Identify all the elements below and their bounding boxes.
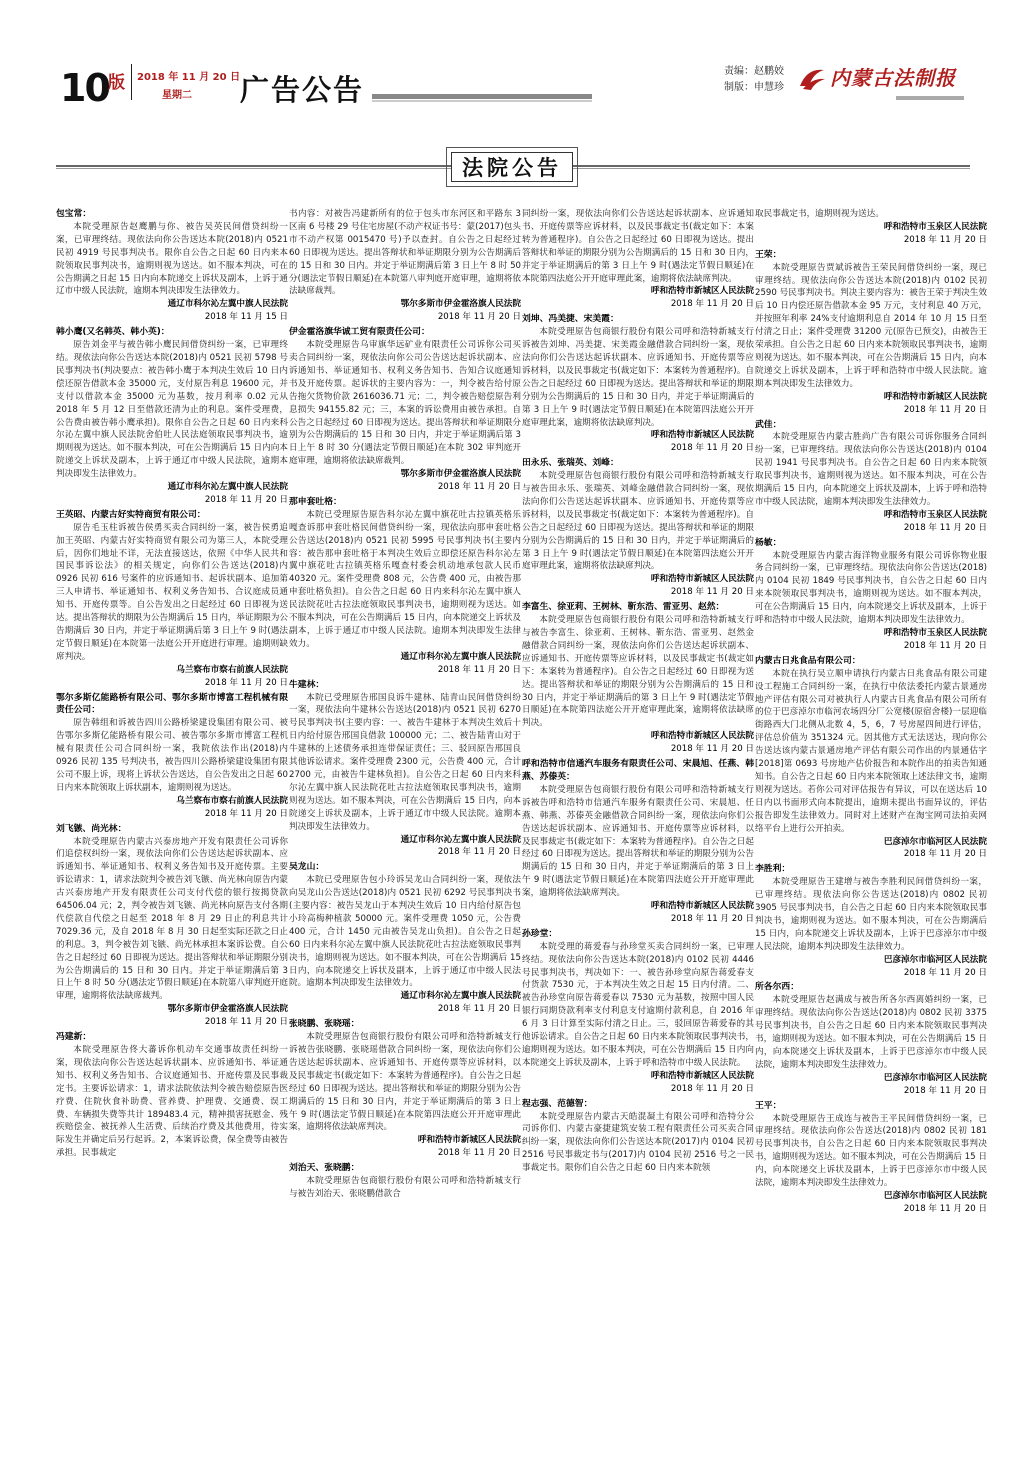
notice-court: 呼和浩特市新城区人民法院 [650, 430, 754, 441]
notice-court: 通辽市科尔沁左翼中旗人民法院 [400, 834, 521, 845]
notice-court: 呼和浩特市新城区人民法院 [650, 901, 754, 912]
section-title: 广告公告 [240, 73, 365, 107]
notice-court: 呼和浩特市新城区人民法院 [883, 391, 987, 402]
notice-addressee: 王英昭、内蒙古好实特商贸有限公司： [56, 509, 206, 520]
page-header [0, 0, 1024, 128]
notice-date: 2018 年 11 月 20 日 [670, 744, 754, 755]
notice-body: 本院受理原告包商银行股份有限公司呼和浩特新城支行诉被告刘坤、冯美捷、宋美霞金融借款合同纠纷一案，现依法向你们公告送达起诉状副本、应诉通知书、开庭传票等应诉材料，以及民事裁定书(裁定如下：本案转为普通程序)。自公告之日起经过 60 日即视为送达。提出答辩状和举证的期限分别为公告期满后的 15 日和 30 日内，并定于举证期满后的第 3 日上午 9 时(遇法定节假日顺延)在本院第四法庭公开开庭审理此案，逾期将依法缺席判决。 [522, 327, 754, 428]
notice-date: 2018 年 11 月 20 日 [903, 234, 987, 245]
producer-credit: 制版：申慧珍 [724, 82, 784, 93]
notice-body: 同纠纷一案，现依法向你们公告送达起诉状副本、应诉通知书、开庭传票等应诉材料，以及民事裁定书(裁定如下：本案转为普通程序)。自公告之日起经过 60 日即视为送达。提出答辩状和举证的期限分别为公告期满后的 15 日和 30 日内，并定于举证期满后的第 3 日上午 9 时(遇法定节假日顺延)在本院第四法庭公开开庭审理此案，逾期将依法缺席判决。 [522, 209, 754, 284]
notice-date: 2018 年 11 月 20 日 [670, 1083, 754, 1094]
notice-addressee: 韩小鹰(又名韩英、韩小英)： [56, 327, 170, 338]
notice-court: 鄂尔多斯市伊金霍洛旗人民法院 [400, 469, 521, 480]
notice-court: 通辽市科尔沁左翼中旗人民法院 [400, 991, 521, 1002]
court-notice-title: 法院公告 [451, 152, 573, 182]
court-notice [56, 208, 288, 324]
notice-date: 2018 年 11 月 20 日 [903, 522, 987, 533]
notice-date: 2018 年 11 月 20 日 [437, 1148, 521, 1159]
notice-addressee: 刘飞镞、尚光林： [56, 823, 127, 834]
notice-body: 本院已受理原告邢国良诉牛建林、陆青山民间借贷纠纷一案，现依法向牛建林公告送达(2018)内 0521 民初 6270 号民事判决书(主要内容：一、被告牛建林于本判决生效后十日内给付原告邢国良借款 100000 元；二、被告陆青山对于牛建林的上述债务承担连带保证责任；三、驳回原告邢国良其他诉讼请求。案件受理费 2300 元，公告费 400 元，合计 2700 元，由被告牛建林负担)。自公告之日起 60 日内来科尔沁左翼中旗人民法院花吐古拉法庭领取民事判决书，逾期则视为送达。如不服本判决，可在公告期满后 15 日内，向本院递交上诉状及副本，上诉于通辽市中级人民法院。逾期本判决即发生法律效力。 [289, 692, 521, 832]
court-notice [56, 692, 288, 821]
notice-body: 本院受理原告包商银行股份有限公司呼和浩特新城支行诉被告张晓鹏、张晓瑶借款合同纠纷一案，现依法向你们公告送达起诉状副本、应诉通知书、开庭传票等应诉材料，以及民事裁定书(裁定如下：本案转为普通程序)。自公告之日起经过 60 日即视为送达。提出答辩状和举证的期限分别为公告期满后的 15 日和 30 日内，并定于举证期满后的第 3 日上午 9 时(遇法定节假日顺延)在本院第四法庭公开开庭审理此案，逾期将依法缺席判决。 [289, 1032, 521, 1133]
notice-date: 2018 年 11 月 20 日 [670, 587, 754, 598]
court-notice [522, 928, 754, 1096]
notice-addressee: 刘治天、张晓鹏： [289, 1163, 360, 1174]
header-divider [131, 64, 132, 100]
notice-addressee: 伊金霍洛旗华诚工贸有限责任公司： [289, 327, 430, 338]
notice-addressee: 李富生、徐亚莉、王树林、靳东浩、雷亚男、赵然： [522, 602, 725, 613]
page-number: 10 [60, 66, 109, 110]
notice-column-4 [755, 208, 987, 1470]
notice-court: 巴彦淖尔市临河区人民法院 [883, 1072, 987, 1083]
notice-addressee: 田永乐、张瑞英、刘峰： [522, 458, 619, 469]
court-notice [755, 537, 987, 653]
notice-addressee: 刘坤、冯美捷、宋美霞： [522, 314, 619, 325]
notice-court: 巴彦淖尔市临河区人民法院 [883, 836, 987, 847]
court-notice [522, 208, 754, 311]
notice-addressee: 包宝常： [56, 209, 92, 219]
notice-body: 原告刘金平与被告韩小鹰民间借贷纠纷一案，已审理终结。现依法向你公告送达本院(2018)内 0521 民初 5798 号民事判决书(判决要点：被告韩小鹰于本判决生效后 10 日内偿还原告借款本金 35000 元，支付原告利息 19600 元，并支付以借款本金 35000 元为基数，按月利率 0.02 元从 2018 年 5 月 12 日至借款还清为止的利息。案件受理费，公告费由被告韩小鹰承担)。限你自公告之日起 60 日内来科尔沁左翼中旗人民法院舍伯吐人民法庭领取民事判决书，逾期则视为送达。如不服本判决，可在公告期满后 15 日内向本院递交上诉状及副本，上诉于通辽市中级人民法院，逾期本判决即发生法律效力。 [56, 340, 288, 480]
notice-body: 本院受理原告王成连与被告王平民间借贷纠纷一案，已审理终结。现依法向你公告送达(2018)内 0802 民初 181 号民事判决书，自公告之日起 60 日内来本院领取民事判决书，逾期则视为送达。如不服本判决，可在公告期满后 15 日内，向本院递交上诉状及副本，上诉于巴彦淖尔市中级人民法院，逾期本判决即发生法律效力。 [755, 1113, 987, 1189]
notice-addressee: 程志强、范德智： [522, 1098, 593, 1109]
notice-date: 2018 年 11 月 20 日 [903, 640, 987, 651]
court-notice [289, 861, 521, 1016]
notice-body: 本院受理原告赵鹰鹏与你、被告吴英民间借贷纠纷一案，已审理终结。现依法向你公告送达本院(2018)内 0521 民初 4919 号民事判决书。限你自公告之日起 60 日内来本院领取民事判决书，逾期则视为送达。如不服本判决，可在公告期满之日起 15 日内向本院递交上诉状及副本，上诉于通辽市中级人民法院，逾期本判决即发生法律效力。 [56, 221, 288, 297]
notice-addressee: 王平： [755, 1100, 782, 1111]
notice-body: 本院受理原告包商银行股份有限公司呼和浩特新城支行诉被告呼和浩特市信通汽车服务有限责任公司、宋晨旭、任燕、韩燕、苏傣英金融借款合同纠纷一案，现依法向你们公告送达起诉状副本、应诉通知书、开庭传票等应诉材料，以及民事裁定书(裁定如下：本案转为普通程序)。自公告之日起经过 60 日即视为送达。提出答辩状和举证的期限分别为公告期满后的 15 日和 30 日内，并定于举证期满后的第 3 日上午 9 时(遇法定节假日顺延)在本院第四法庭公开开庭审理此案，逾期将依法缺席判决。 [522, 784, 754, 899]
notice-body: 本院受理原告内蒙古海洋物业服务有限公司诉你物业服务合同纠纷一案，已审理终结。现依法向你公告送达(2018)内 0104 民初 1849 号民事判决书，自公告之日起 60 日内来本院领取民事判决书，逾期则视为送达。如不服本判决，可在公告期满后 15 日内，向本院递交上诉状及副本，上诉于呼和浩特市中级人民法院，逾期本判决即发生法律效力。 [755, 550, 987, 626]
notice-addressee: 李胜利： [755, 864, 791, 875]
notice-date: 2018 年 11 月 20 日 [903, 1203, 987, 1214]
notice-body: 本院受理原告包商银行股份有限公司呼和浩特新城支行与被告李富生、徐亚莉、王树林、靳东浩、雷亚男、赵然金融借款合同纠纷一案，现依法向你们公告送达起诉状副本、应诉通知书、开庭传票等应诉材料，以及民事裁定书(裁定如下：本案转为普通程序)。自公告之日起经过 60 日即视为送达。提出答辩状和举证的期限分别为公告期满后的 15 日和 30 日内，并定于举证期满后的第 3 日上午 9 时(遇法定节假日顺延)在本院第四法庭公开开庭审理此案，逾期将依法缺席判决。 [522, 615, 754, 729]
notice-addressee: 那申套吐格： [289, 496, 342, 507]
court-notice [56, 509, 288, 690]
court-notice [755, 208, 987, 247]
notice-date: 2018 年 11 月 20 日 [204, 677, 288, 688]
notice-date: 2018 年 11 月 20 日 [903, 967, 987, 978]
notice-addressee: 内蒙古日兆食品有限公司： [755, 655, 861, 666]
notice-body: 本院在执行吴立顺申请执行内蒙古日兆食品有限公司建设工程施工合同纠纷一案，在执行中依法委托内蒙古景通房地产评估有限公司对被执行人内蒙古日兆食品有限公司所有的位于巴彦淖尔市临河农场四分厂公宽楼(原宿舍楼)一层迎临街路西大门北侧从北数 4，5，6，7 号房屋四间进行评估，评估总价值为 351324 元。因其他方式无法送达，现向你公告送达该内蒙古景通房地产评估有限公司作出的内景通估字[2018]第 0693 号房地产估价报告和本院作出的拍卖告知通知书。自公告之日起 60 日内来本院领取上述法律文书，逾期则视为送达。若你公司对评估报告有异议，可以在送达后 10 日内以书面形式向本院提出，逾期未提出书面异议的，评估报告即发生法律效力。同时对上述财产在淘宝网司法拍卖网络平台上进行公开拍卖。 [755, 668, 987, 834]
notice-column-2 [289, 208, 521, 1470]
notice-court: 乌兰察布市察右前旗人民法院 [176, 795, 288, 806]
court-notice [289, 496, 521, 677]
court-notice [289, 326, 521, 494]
notice-date: 2018 年 11 月 20 日 [204, 1017, 288, 1028]
notice-addressee: 所各尔西： [755, 982, 799, 993]
newspaper-logo-icon [797, 64, 827, 94]
notice-court: 呼和浩特市玉泉区人民法院 [883, 509, 987, 520]
notice-column-3 [522, 208, 754, 1470]
notice-body: 本院受理原告包商银行股份有限公司呼和浩特新城支行与被告田永乐、张瑞英、刘峰金融借款合同纠纷一案，现依法向你们公告送达起诉状副本、应诉通知书、开庭传票等应诉材料，以及民事裁定书(裁定如下：本案转为普通程序)。自公告之日起经过 60 日即视为送达。提出答辩状和举证的期限分别为公告期满后的 15 日和 30 日内，并定于举证期满后的第 3 日上午 9 时(遇法定节假日顺延)在本院第四法庭公开开庭审理此案，逾期将依法缺席判决。 [522, 471, 754, 572]
court-notice [56, 326, 288, 507]
notice-addressee: 牛建林： [289, 679, 325, 690]
notice-court: 通辽市科尔沁左翼中旗人民法院 [400, 651, 521, 662]
notice-court: 鄂尔多斯市伊金霍洛旗人民法院 [400, 299, 521, 310]
notice-date: 2018 年 11 月 20 日 [437, 482, 521, 493]
notice-date: 2018 年 11 月 20 日 [670, 443, 754, 454]
court-notice [755, 1100, 987, 1216]
notice-court: 呼和浩特市新城区人民法院 [417, 1135, 521, 1146]
court-notice [289, 1018, 521, 1160]
notice-body: 本院受理原告贾斌诉被告王荣民间借贷纠纷一案，现已审理终结。现依法向你公告送达本院(2018)内 0102 民初 2590 号民事判决书。判决主要内容为：被告王荣于判决生效后 10 日内偿还原告借款本金 95 万元，支付利息 40 万元，并按照年利率 24%支付逾期利息自 2014 年 10 月 15 日至付清之日止；案件受理费 31200 元(原告已预交)，由被告王荣承担。自公告之日起 60 日内来本院领取民事判决书，逾期则视为送达。如不服本判决，可在公告期满后 15 日内，向本院递交上诉状及副本，上诉于呼和浩特市中级人民法院。逾期本判决即发生法律效力。 [755, 262, 987, 389]
newspaper-brand: 内蒙古法制报 [830, 66, 956, 90]
notice-body: 本院受理原告包商银行股份有限公司呼和浩特新城支行与被告刘治天、张晓鹏借款合 [289, 1176, 521, 1199]
brand-underline [896, 96, 964, 100]
notice-court: 巴彦淖尔市临河区人民法院 [883, 954, 987, 965]
court-notice [522, 457, 754, 599]
notice-addressee: 呼和浩特市信通汽车服务有限责任公司、宋晨旭、任燕、韩燕、苏傣英： [522, 759, 754, 782]
notice-date: 2018 年 11 月 20 日 [670, 299, 754, 310]
notice-date: 2018 年 11 月 20 日 [204, 808, 288, 819]
page-ban-label: 版 [108, 73, 125, 93]
notice-court: 乌兰察布市察右前旗人民法院 [176, 664, 288, 675]
header-rule [372, 94, 592, 99]
notice-date: 2018 年 11 月 20 日 [437, 847, 521, 858]
court-notice [289, 1162, 521, 1201]
issue-date: 2018 年 11 月 20 日 [137, 72, 241, 83]
notice-date: 2018 年 11 月 20 日 [903, 404, 987, 415]
notice-court: 通辽市科尔沁左翼中旗人民法院 [167, 482, 288, 493]
court-notice [522, 1098, 754, 1175]
notice-date: 2018 年 11 月 20 日 [903, 1085, 987, 1096]
notice-body: 本院受理原告内蒙古胜尚广告有限公司诉你服务合同纠纷一案，已审理终结。现依法向你公告送达(2018)内 0104 民初 1941 号民事判决书。自公告之日起 60 日内来本院领取民事判决书，逾期则视为送达。如不服本判决，可在公告期满后 15 日内，向本院递交上诉状及副本，上诉于呼和浩特市中级人民法院，逾期本判决即发生法律效力。 [755, 432, 987, 507]
notice-date: 2018 年 11 月 20 日 [670, 913, 754, 924]
notice-addressee: 武佳： [755, 419, 782, 430]
notice-date: 2018 年 11 月 20 日 [437, 664, 521, 675]
notice-court: 鄂尔多斯市伊金霍洛旗人民法院 [167, 1004, 288, 1015]
notice-date: 2018 年 11 月 15 日 [204, 312, 288, 323]
notice-court: 呼和浩特市新城区人民法院 [650, 286, 754, 297]
notice-body: 原告毛玉柱诉被告侯勇买卖合同纠纷一案，被告侯勇追加王英昭、内蒙古好实特商贸有限公司为第三人，本院受理后，因你们地址不详，无法直接送达，依照《中华人民共和国民事诉讼法》的相关规定，向你们公告送达(2018)内 0926 民初 616 号案件的应诉通知书、起诉状副本、追加第三人申请书、举证通知书、权利义务告知书、合议庭成员通知书、开庭传票等。自公告发出之日起经过 60 日即视为送达。提出答辩状的期限为公告期满后 15 日内，举证期限为公告期满后 30 日内，并定于举证期满后第 3 日上午 9 时(遇法定节假日顺延)在本院第一法庭公开开庭进行审理。逾期则缺席判决。 [56, 522, 288, 662]
notice-court: 巴彦淖尔市临河区人民法院 [883, 1190, 987, 1201]
court-notice [755, 981, 987, 1097]
court-notice [755, 419, 987, 535]
notice-body: 原告韩组和诉被告四川公路桥梁建设集团有限公司、被告鄂尔多斯亿能路桥有限公司、被告鄂尔多斯市博富工程机械有限责任公司合同纠纷一案，我院依法作出(2018)内 0926 民初 135 号判决书，被告四川公路桥梁建设集团有限公司不服上诉，现将上诉状公告送达，自公告发出之日起 60 日内来本院领取上诉状副本，逾期则视为送达。 [56, 718, 288, 793]
notice-body: 本院受理原告乌审旗华远矿业有限责任公司诉你公司买卖合同纠纷一案，现依法向你公司公告送达起诉状副本、应诉通知书、举证通知书、权利义务告知书、告知合议庭通知书及开庭传票。起诉状的主要内容为：一，判令被告给付原告拖欠货物价款 2616036.71 元；二，判令被告赔偿原告利息损失 94155.82 元；三，本案的诉讼费用由被告承担。自公告之日起经过 60 日即视为送达。提出答辩状和举证期限分别为公告期满后的 15 日和 30 日内，并定于举证期满后第 3 日上午 8 时 30 分(遇法定节假日顺延)在本院 302 审判庭开庭审理，逾期将依法缺席裁判。 [289, 340, 521, 467]
court-notice [289, 208, 521, 324]
notice-addressee: 鄂尔多斯亿能路桥有限公司、鄂尔多斯市博富工程机械有限责任公司： [56, 692, 288, 716]
notice-addressee: 王荣： [755, 249, 782, 260]
notice-body: 本院受理原告内蒙古兴泰房地产开发有限责任公司诉你们追偿权纠纷一案，现依法向你们公告送达起诉状副本、应诉通知书、举证通知书、权利义务告知书及开庭传票。主要诉讼请求：1，请求法院判令被告刘飞镞、尚光林向原告内蒙古兴泰房地产开发有限责任公司支付代偿的银行按揭贷款 64506.04 元；2，判令被告刘飞镞、尚光林向原告支付各期代偿款自代偿之日起至 2018 年 8 月 29 日止的利息共计 7029.36 元，及自 2018 年 8 月 30 日起至实际还款之日止的利息。3，判令被告刘飞镞、尚光林承担本案诉讼费。自公告之日起经过 60 日即视为送达。提出答辩状和举证期限分别为公告期满后的 15 日和 30 日内。并定于举证期满后第 3 日上午 8 时 50 分(遇法定节假日顺延)在本院第八审判庭开庭审理，逾期将依法缺席裁判。 [56, 836, 288, 1002]
editor-credit: 责编：赵鹏姣 [724, 66, 784, 77]
notice-body: 本院已受理原告原告科尔沁左翼中旗花吐古拉镇英格乐嘎查诉那申套吐格民间借贷纠纷一案，现依法向那申套吐格公告送达(2018)内 0521 民初 5995 号民事判决书(主要内容：被告那申套吐格于本判决生效后立即偿还原告科尔沁左翼中旗花吐古拉镇英格乐嘎查村委会机动地承包款人民币 40320 元。案件受理费 808 元，公告费 400 元，由被告那申套吐格负担)。自公告之日起 60 日内来科尔沁左翼中旗人民法院花吐古拉法庭领取民事判决书，逾期则视为送达。如不服本判决，可在公告期满后 15 日内，向本院递交上诉状及副本，上诉于通辽市中级人民法院。逾期本判决即发生法律效力。 [289, 509, 521, 649]
notice-body: 本院受理的蒋爱春与孙珍堂买卖合同纠纷一案，已审理终结。现依法向你公告送达本院(2018)内 0102 民初 4446 号民事判决书，判决如下：一、被告孙珍堂向原告蒋爱春支付货款 7530 元，于本判决生效之日起 15 日内付清。二、被告孙珍堂向原告蒋爱春以 7530 元为基数，按照中国人民银行同期贷款利率支付利息支付逾期付款利息，自 2016 年 6 月 3 日计算至实际付清之日止。三，驳回原告蒋爱春的其他诉讼请求。自公告之日起 60 日内来本院领取民事判决书，逾期则视为送达。如不服本判决，可在公告期满后 15 日内向本院递交上诉状及副本，上诉于呼和浩特市中级人民法院。 [522, 941, 754, 1068]
notice-date: 2018 年 11 月 20 日 [204, 494, 288, 505]
notice-body: 本院受理原告赵满成与被告所各尔西离婚纠纷一案，已审理终结。现依法向你公告送达(2018)内 0802 民初 3375 号民事判决书，自公告之日起 60 日内来本院领取民事判决书，逾期则视为送达。如不服本判决，可在公告期满后 15 日内，向本院递交上诉状及副本，上诉于巴彦淖尔市中级人民法院，逾期本判决即发生法律效力。 [755, 995, 987, 1070]
notice-date: 2018 年 11 月 20 日 [903, 849, 987, 860]
notice-body: 取民事裁定书，逾期则视为送达。 [755, 209, 884, 219]
notice-date: 2018 年 11 月 20 日 [437, 1004, 521, 1015]
court-notice [56, 823, 288, 1030]
court-notice [755, 249, 987, 417]
issue-weekday: 星期二 [162, 90, 192, 101]
notice-addressee: 张晓鹏、张晓瑶： [289, 1019, 360, 1030]
notice-court: 通辽市科尔沁左翼中旗人民法院 [167, 299, 288, 310]
notice-court: 呼和浩特市新城区人民法院 [650, 1070, 754, 1081]
court-notice [522, 601, 754, 756]
notice-court: 呼和浩特市新城区人民法院 [650, 731, 754, 742]
court-notice [289, 679, 521, 860]
notice-body: 书内容：对被告冯建新所有的位于包头市东河区和平路东 3 区南 6 号楼 29 号住宅房屋(不动产权证书号：蒙(2017)包头市不动产权第 0015470 号)予以查封。自公告之日起经过 60 日即视为送达。提出答辩状和举证期限分别为公告期满后的 15 日和 30 日内。并定于举证期满后第 3 日上午 8 时 50 分(遇法定节假日顺延)在本院第八审判庭开庭审理，逾期将依法缺席裁判。 [289, 209, 521, 297]
notice-body: 本院已受理原告包小玲诉吴龙山合同纠纷一案，现依法向吴龙山公告送达(2018)内 0521 民初 6292 号民事判决书(主要内容：被告吴龙山于本判决生效后 10 日内给付原告包小玲高梅种植款 50000 元。案件受理费 1050 元，公告费 400 元，合计 1450 元由被告吴龙山负担)。自公告之日起 60 日内来科尔沁左翼中旗人民法院花吐古拉法庭领取民事判决书，逾期则视为送达。如不服本判决，可在公告期满后 15 日内，向本院递交上诉状及副本，上诉于通辽市中级人民法院。逾期本判决即发生法律效力。 [289, 875, 521, 989]
notice-body: 本院受理原告内蒙古天皓混凝土有限公司呼和浩特分公司诉你们、内蒙古豪捷建筑安装工程有限责任公司买卖合同纠纷一案，现依法向你们公告送达本院(2017)内 0104 民初 2516 号民事裁定书与(2017)内 0104 民初 2516 号之一民事裁定书。限你们自公告之日起 60 日内来本院领 [522, 1111, 754, 1174]
header-rule-thin [372, 100, 592, 102]
notice-body: 本院受理原告王建增与被告李胜利民间借贷纠纷一案，已审理终结。现依法向你公告送达(2018)内 0802 民初 3905 号民事判决书，自公告之日起 60 日内来本院领取民事判决书，逾期则视为送达。如不服本判决，可在公告期满后 15 日内，向本院递交上诉状及副本，上诉于巴彦淖尔市中级人民法院，逾期本判决即发生法律效力。 [755, 877, 987, 952]
notice-column-1 [56, 208, 288, 1470]
notice-court: 呼和浩特市玉泉区人民法院 [883, 628, 987, 638]
notice-body: 本院受理原告佟大蕃诉你机动车交通事故责任纠纷一案，现依法向你公告送达起诉状副本、应诉通知书、举证通知书、权利义务告知书、合议庭通知书、开庭传票及民事裁定书。主要诉讼请求：1，请求法院依法判令被告赔偿原告医疗费、住院伙食补助费、营养费、护理费、交通费、误工费、车辆损失费等共计 189483.4 元，精神损害抚慰金、残疾赔偿金、被抚养人生活费、后续治疗费及其他费用，待实际发生并确定后另行起诉。2，本案诉讼费，保全费等由被告承担。民事裁定 [56, 1045, 288, 1159]
court-notice [522, 313, 754, 455]
notice-addressee: 孙珍堂： [522, 928, 558, 939]
notice-addressee: 杨敏： [755, 537, 782, 548]
court-notice [755, 863, 987, 979]
notice-court: 呼和浩特市玉泉区人民法院 [883, 221, 987, 232]
court-notice [755, 655, 987, 862]
notice-addressee: 冯建新： [56, 1032, 92, 1043]
notice-addressee: 吴龙山： [289, 862, 325, 873]
notice-court: 呼和浩特市新城区人民法院 [650, 574, 754, 585]
court-notice [56, 1031, 288, 1160]
notice-date: 2018 年 11 月 20 日 [437, 312, 521, 323]
court-notice [522, 758, 754, 926]
